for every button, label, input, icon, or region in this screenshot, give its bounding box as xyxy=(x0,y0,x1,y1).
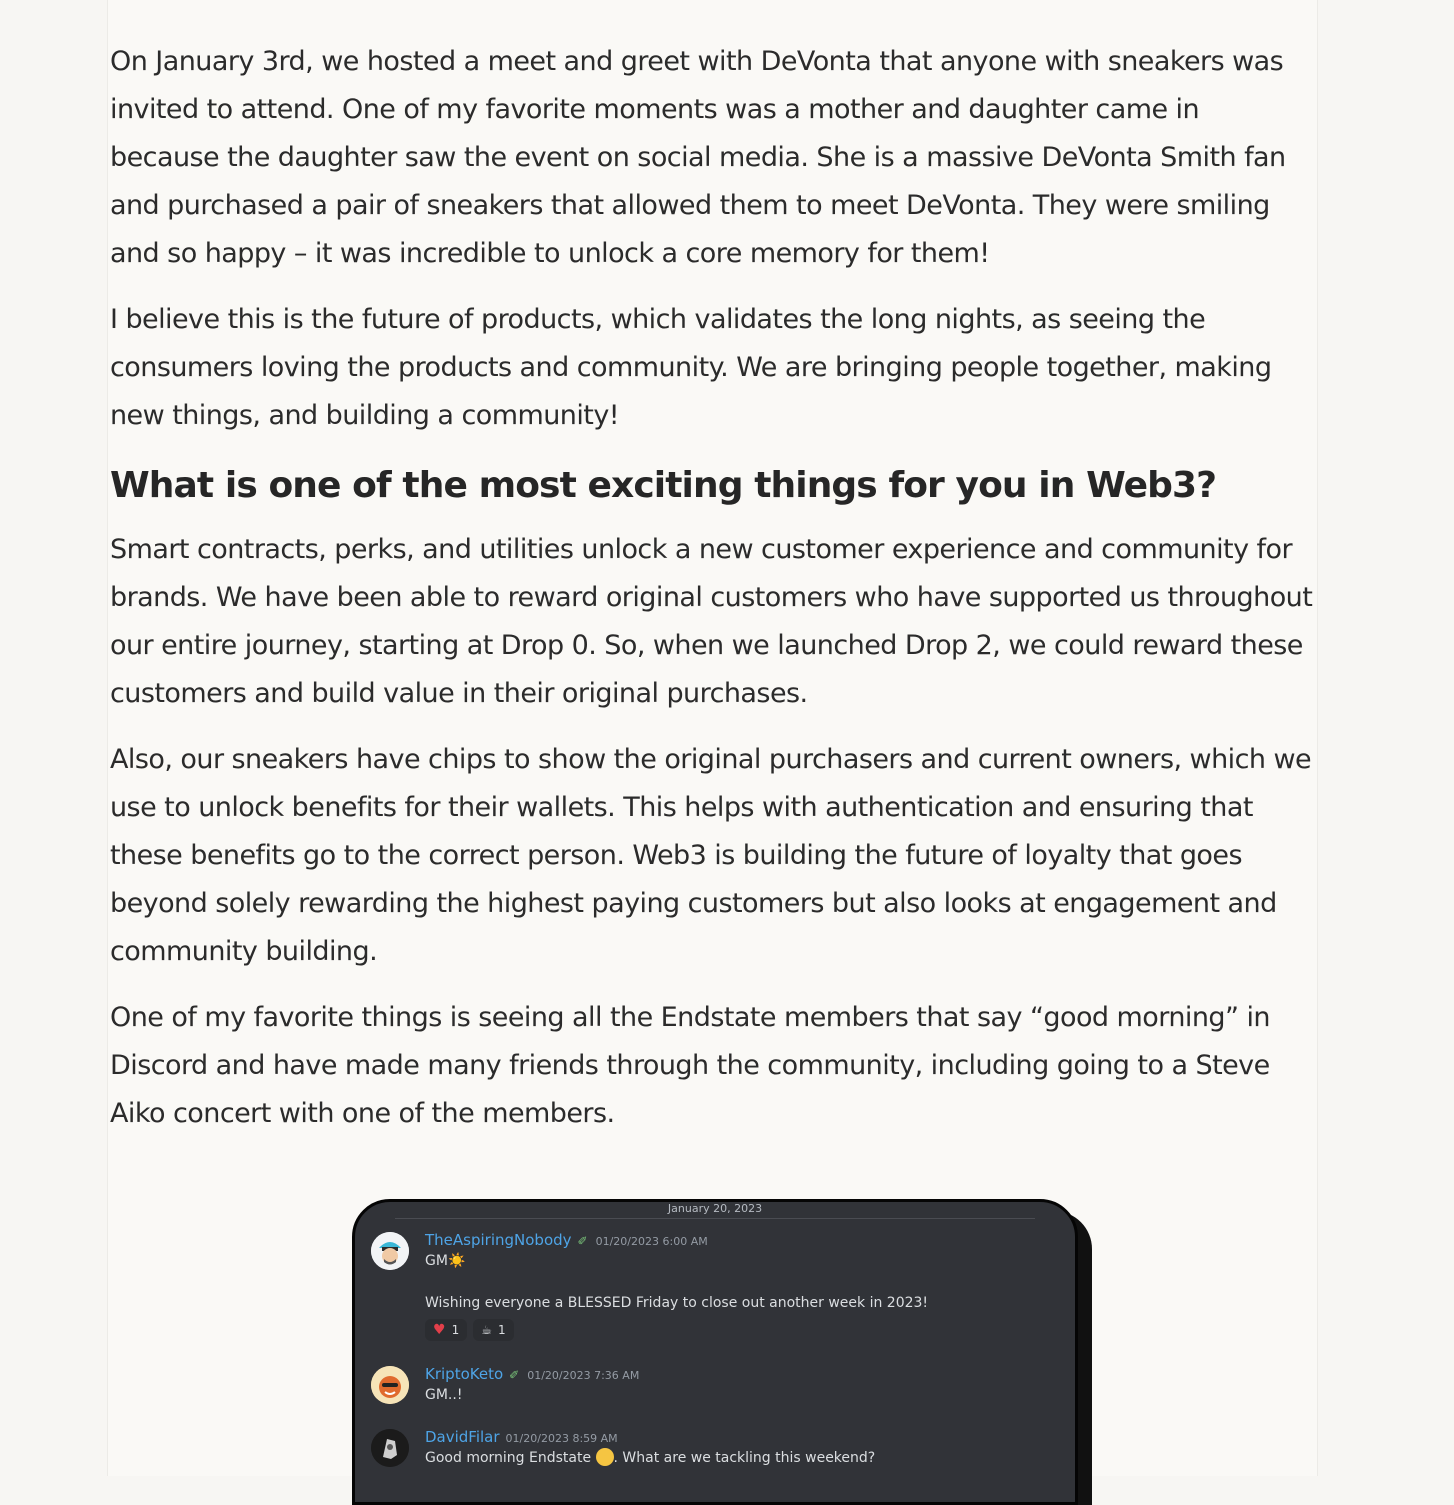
discord-chat-panel xyxy=(352,1199,1078,1505)
discord-screenshot xyxy=(352,1199,1078,1505)
face-emoji-icon xyxy=(596,1448,614,1466)
username[interactable]: KriptoKeto xyxy=(425,1365,504,1383)
avatar-davidfilar-icon xyxy=(371,1429,409,1467)
reactions xyxy=(425,1319,1025,1341)
message-body xyxy=(425,1427,1025,1468)
avatar-kriptoketo-icon xyxy=(371,1366,409,1404)
reaction-coffee[interactable]: ☕ 1 xyxy=(473,1319,513,1341)
article-content xyxy=(110,38,1315,1156)
avatar[interactable] xyxy=(371,1429,409,1467)
message-text: GM☀️ xyxy=(425,1253,466,1269)
message-text: Good morning Endstate . What are we tackling this weekend? xyxy=(425,1450,876,1466)
message-text: GM..! xyxy=(425,1387,463,1403)
nitro-badge-icon: ✐ xyxy=(577,1234,588,1248)
sun-emoji-icon: ☀️ xyxy=(447,1253,466,1269)
date-divider: January 20, 2023 xyxy=(395,1202,1035,1219)
message-body xyxy=(425,1364,1025,1405)
coffee-icon: ☕ xyxy=(481,1323,492,1337)
article-column xyxy=(107,0,1318,1476)
avatar-nobody-icon xyxy=(371,1232,409,1270)
timestamp: 01/20/2023 6:00 AM xyxy=(595,1235,708,1248)
paragraph-smart-contracts: Smart contracts, perks, and utilities unlock a new customer experience and community for brands. We have been able to reward original customers who have supported us throughout our entire journey, starting at Drop 0. So, when we launched Drop 2, we could reward these customers and build value in their original purchases. xyxy=(110,534,1313,709)
avatar[interactable] xyxy=(371,1232,409,1270)
message-body xyxy=(425,1230,1025,1341)
paragraph-future-of-products: I believe this is the future of products, which validates the long nights, as seeing the consumers loving the products and community. We are bringing people together, making new things, and building a community! xyxy=(110,304,1272,431)
heart-icon: ♥ xyxy=(433,1322,446,1338)
reaction-heart[interactable]: ♥ 1 xyxy=(425,1319,467,1341)
paragraph-meet-and-greet: On January 3rd, we hosted a meet and greet with DeVonta that anyone with sneakers was invited to attend. One of my favorite moments was a mother and daughter came in because the daughter saw the event on social media. She is a massive DeVonta Smith fan and purchased a pair of sneakers that allowed them to meet DeVonta. They were smiling and so happy – it was incredible to unlock a core memory for them! xyxy=(110,46,1286,269)
timestamp: 01/20/2023 8:59 AM xyxy=(505,1432,618,1445)
paragraph-sneaker-chips: Also, our sneakers have chips to show the original purchasers and current owners, which we use to unlock benefits for their wallets. This helps with authentication and ensuring that these benefits go to the correct person. Web3 is building the future of loyalty that goes beyond solely rewarding the highest paying customers but also looks at engagement and community building. xyxy=(110,744,1312,967)
nitro-badge-icon: ✐ xyxy=(509,1368,520,1382)
message-text: Wishing everyone a BLESSED Friday to close out another week in 2023! xyxy=(425,1295,929,1311)
username[interactable]: TheAspiringNobody xyxy=(425,1231,572,1249)
section-heading-web3: What is one of the most exciting things for you in Web3? xyxy=(110,465,1217,506)
paragraph-discord-community: One of my favorite things is seeing all the Endstate members that say “good morning” in Discord and have made many friends through the community, including going to a Steve Aiko concert with one of the members. xyxy=(110,1002,1270,1129)
avatar[interactable] xyxy=(371,1366,409,1404)
username[interactable]: DavidFilar xyxy=(425,1428,500,1446)
timestamp: 01/20/2023 7:36 AM xyxy=(527,1369,640,1382)
